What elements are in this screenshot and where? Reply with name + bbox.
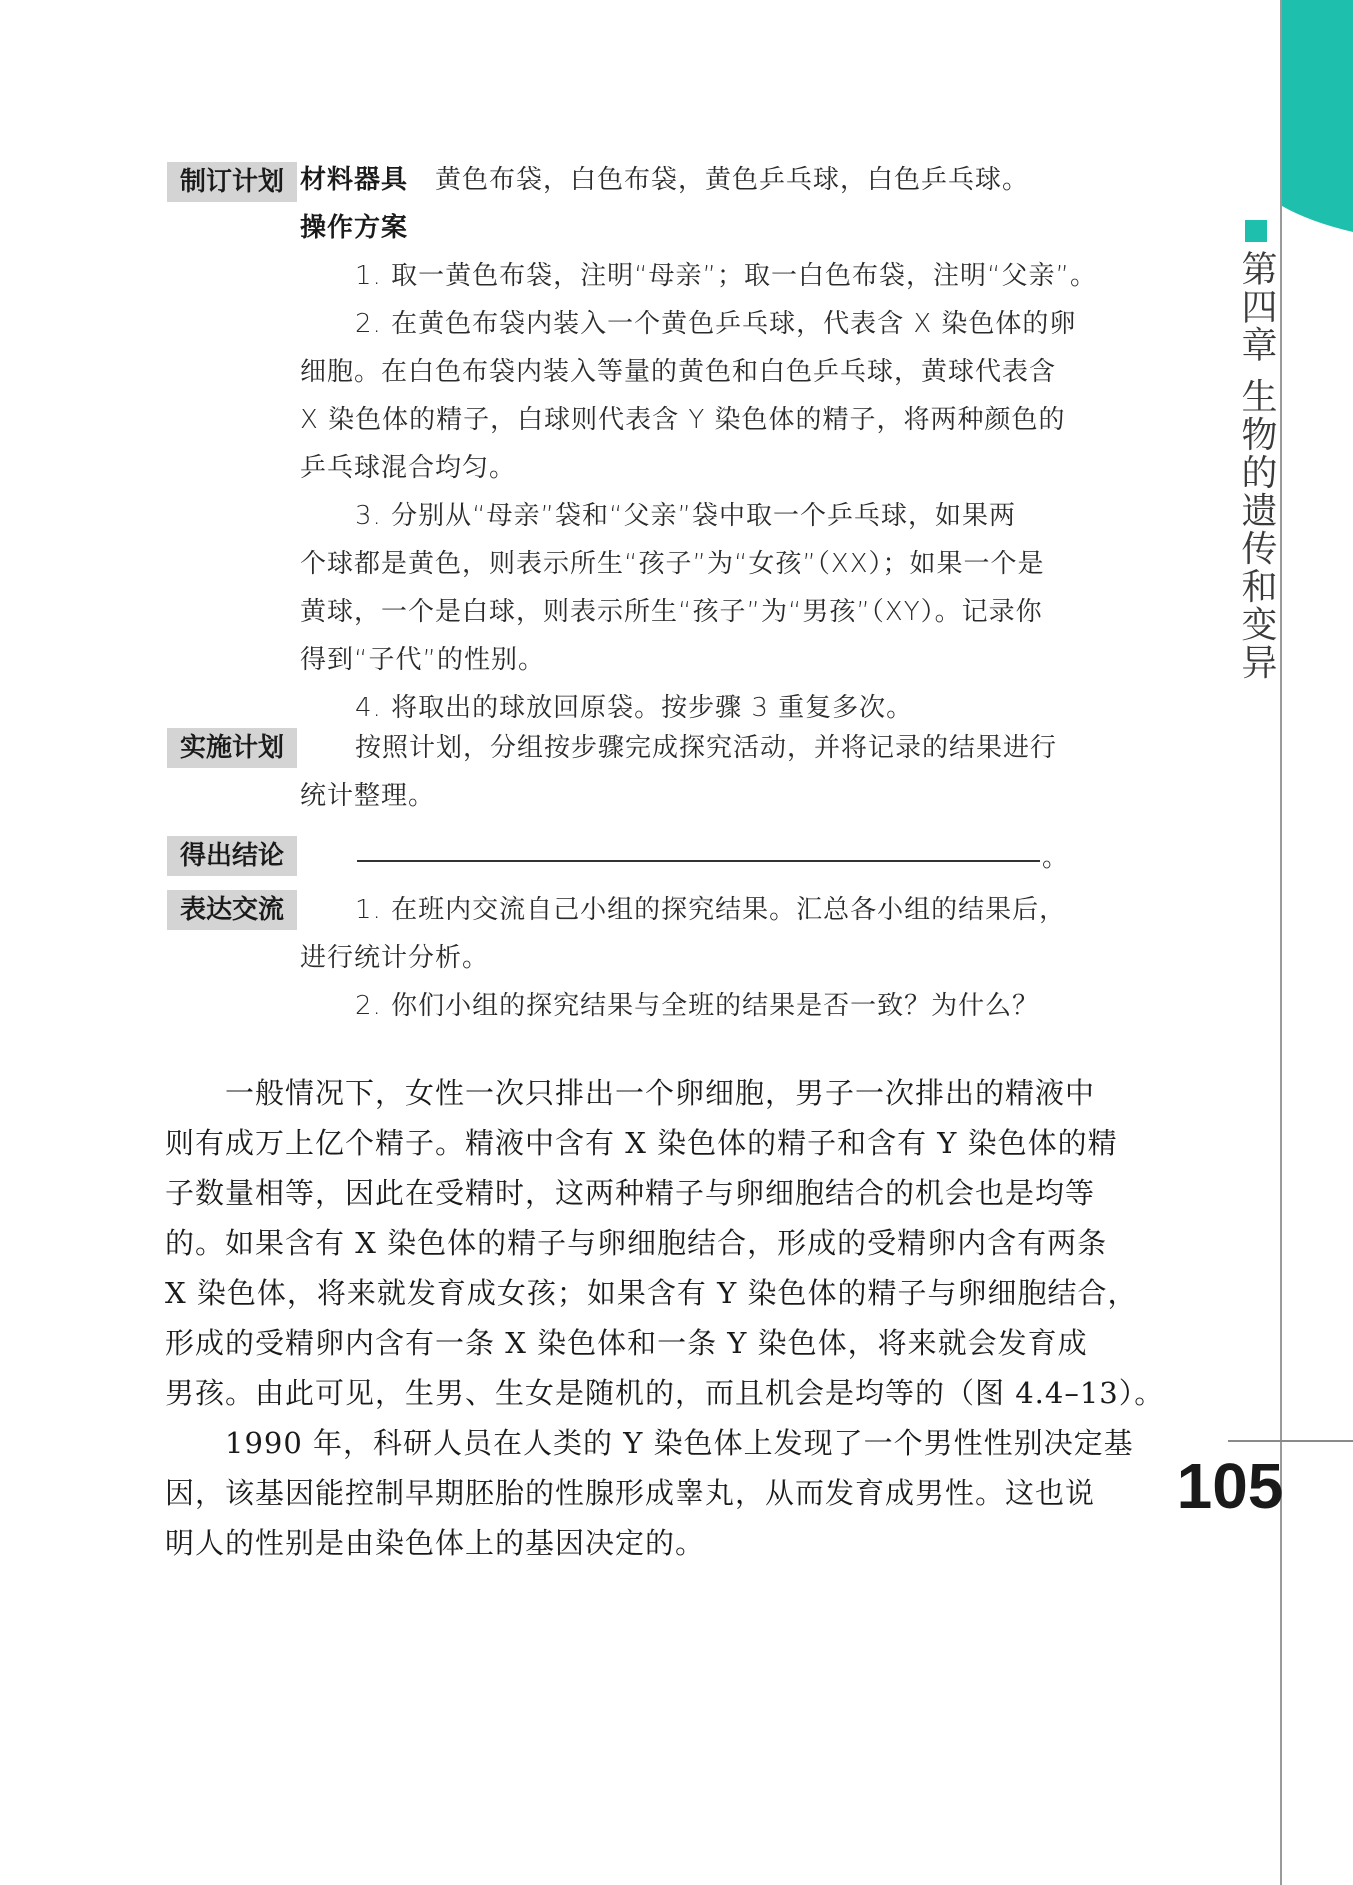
plan-line: 4. 将取出的球放回原袋。按步骤 3 重复多次。: [355, 693, 914, 723]
implement-line: 按照计划，分组按步骤完成探究活动，并将记录的结果进行: [355, 733, 1058, 763]
plan-line: 乒乓球混合均匀。: [300, 453, 517, 483]
page-number: 105: [1176, 1450, 1284, 1522]
express-line: 进行统计分析。: [300, 943, 490, 973]
express-line: 2. 你们小组的探究结果与全班的结果是否一致？为什么？: [355, 991, 1040, 1021]
label-plan: 制订计划: [167, 162, 297, 202]
body-line: 明人的性别是由染色体上的基因决定的。: [165, 1526, 706, 1560]
chapter-marker-square: [1245, 220, 1267, 242]
chapter-tab-decoration: [1270, 0, 1353, 240]
body-line: 因，该基因能控制早期胚胎的性腺形成睾丸，从而发育成男性。这也说: [165, 1476, 1096, 1510]
implement-line: 统计整理。: [300, 781, 436, 811]
chapter-title: 第四章 生物的遗传和变异: [1236, 250, 1277, 682]
body-line: 男孩。由此可见，生男、生女是随机的，而且机会是均等的（图 4.4–13）。: [165, 1376, 1165, 1410]
express-line: 1. 在班内交流自己小组的探究结果。汇总各小组的结果后，: [355, 895, 1067, 925]
body-line: 的。如果含有 X 染色体的精子与卵细胞结合，形成的受精卵内含有两条: [165, 1226, 1108, 1260]
label-express: 表达交流: [167, 890, 297, 930]
body-line: X 染色体，将来就发育成女孩；如果含有 Y 染色体的精子与卵细胞结合，: [165, 1276, 1138, 1310]
plan-line: 黄球，一个是白球，则表示所生“孩子”为“男孩”（XY）。记录你: [300, 597, 1043, 627]
body-line: 1990 年，科研人员在人类的 Y 染色体上发现了一个男性性别决定基: [225, 1426, 1134, 1460]
plan-line: 得到“子代”的性别。: [300, 645, 545, 675]
answer-blank: [357, 860, 1040, 862]
page-number-rule: [1228, 1440, 1353, 1442]
materials-text: 黄色布袋，白色布袋，黄色乒乓球，白色乒乓球。: [435, 165, 1030, 195]
label-conclude: 得出结论: [167, 836, 297, 876]
plan-line: X 染色体的精子，白球则代表含 Y 染色体的精子，将两种颜色的: [300, 405, 1066, 435]
materials-line: [300, 156, 1130, 204]
plan-line: 细胞。在白色布袋内装入等量的黄色和白色乒乓球，黄球代表含: [300, 357, 1057, 387]
plan-line: 个球都是黄色，则表示所生“孩子”为“女孩”（XX）；如果一个是: [300, 549, 1045, 579]
body-line: 则有成万上亿个精子。精液中含有 X 染色体的精子和含有 Y 染色体的精: [165, 1126, 1118, 1160]
body-line: 一般情况下，女性一次只排出一个卵细胞，男子一次排出的精液中: [225, 1076, 1096, 1110]
body-line: 子数量相等，因此在受精时，这两种精子与卵细胞结合的机会也是均等: [165, 1176, 1096, 1210]
plan-line: 1. 取一黄色布袋，注明“母亲”；取一白色布袋，注明“父亲”。: [355, 261, 1097, 291]
body-line: 形成的受精卵内含有一条 X 染色体和一条 Y 染色体，将来就会发育成: [165, 1326, 1088, 1360]
procedure-heading: 操作方案: [300, 213, 409, 243]
materials-heading: 材料器具: [300, 165, 409, 195]
answer-blank-period: 。: [1042, 843, 1069, 873]
plan-line: 2. 在黄色布袋内装入一个黄色乒乓球，代表含 X 染色体的卵: [355, 309, 1077, 339]
plan-line: 3. 分别从“母亲”袋和“父亲”袋中取一个乒乓球，如果两: [355, 501, 1016, 531]
label-implement: 实施计划: [167, 728, 297, 768]
margin-rule: [1280, 0, 1282, 1885]
